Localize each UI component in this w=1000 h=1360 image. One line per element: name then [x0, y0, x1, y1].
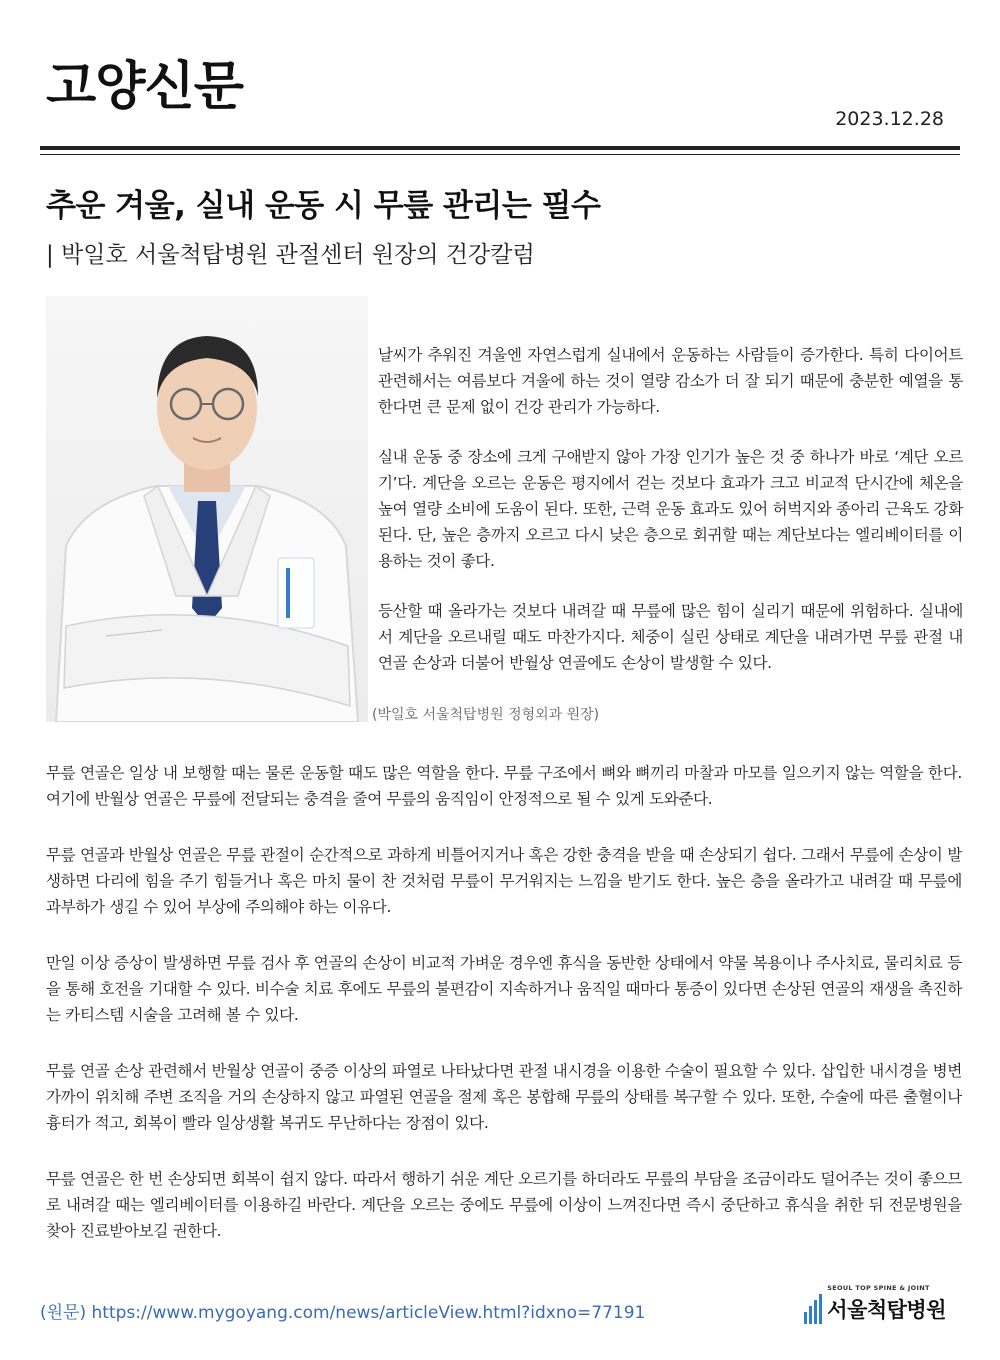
- paragraph: 무릎 연골 손상 관련해서 반월상 연골이 중증 이상의 파열로 나타났다면 관절 내시경을 이용한 수술이 필요할 수 있다. 삽입한 내시경을 병변 가까이 위치해 주변 조직을 거의 손상하지 않고 파열된 연골을 절제 혹은 봉합해 무릎의 상태를 복구할 수 있다. 또한, 수술에 따른 출혈이나 흉터가 적고, 회복이 빨라 일상생활 복귀도 무난하다는 장점이 있다.: [46, 1062, 962, 1132]
- article-subhead: | 박일호 서울척탑병원 관절센터 원장의 건강칼럼: [46, 242, 535, 268]
- paragraph: 등산할 때 올라가는 것보다 내려갈 때 무릎에 많은 힘이 실리기 때문에 위험하다. 실내에서 계단을 오르내릴 때도 마찬가지다. 체중이 실린 상태로 계단을 내려가면 무릎 관절 내 연골 손상과 더불어 반월상 연골에도 손상이 발생할 수 있다.: [378, 602, 963, 672]
- article-headline: 추운 겨울, 실내 운동 시 무릎 관리는 필수: [46, 188, 601, 224]
- publication-date: 2023.12.28: [835, 108, 944, 130]
- header-rule-thin: [40, 154, 960, 155]
- logo-bars-icon: [804, 1294, 822, 1324]
- source-link[interactable]: (원문) https://www.mygoyang.com/news/articleView.html?idxno=77191: [40, 1303, 646, 1323]
- paragraph: 날씨가 추워진 겨울엔 자연스럽게 실내에서 운동하는 사람들이 증가한다. 특히 다이어트 관련해서는 여름보다 겨울에 하는 것이 열량 감소가 더 잘 되기 때문에 충분한 예열을 통한다면 큰 문제 없이 건강 관리가 가능하다.: [378, 346, 963, 416]
- paragraph: 무릎 연골과 반월상 연골은 무릎 관절이 순간적으로 과하게 비틀어지거나 혹은 강한 충격을 받을 때 손상되기 쉽다. 그래서 무릎에 손상이 발생하면 다리에 힘을 주기 힘들거나 혹은 마치 물이 찬 것처럼 무릎이 무거워지는 느낌을 받기도 한다. 높은 층을 올라가고 내려갈 때 무릎에 과부하가 생길 수 있어 부상에 주의해야 하는 이유다.: [46, 846, 962, 916]
- header-rule-thick: [40, 146, 960, 150]
- newspaper-masthead: 고양신문: [46, 57, 243, 117]
- logo-korean-name: 서울척탑병원: [827, 1298, 946, 1322]
- paragraph: 무릎 연골은 일상 내 보행할 때는 물론 운동할 때도 많은 역할을 한다. 무릎 구조에서 뼈와 뼈끼리 마찰과 마모를 일으키지 않는 역할을 한다. 여기에 반월상 연골은 무릎에 전달되는 충격을 줄여 무릎의 움직임이 안정적으로 될 수 있게 도와준다.: [46, 764, 962, 808]
- logo-english-name: SEOUL TOP SPINE & JOINT: [827, 1284, 930, 1292]
- article-body: [46, 760, 962, 1274]
- hospital-logo: [804, 1284, 946, 1324]
- article-intro-column: [378, 342, 963, 700]
- photo-caption: (박일호 서울척탑병원 정형외과 원장): [372, 707, 600, 723]
- paragraph: 실내 운동 중 장소에 크게 구애받지 않아 가장 인기가 높은 것 중 하나가 바로 ‘계단 오르기’다. 계단을 오르는 운동은 평지에서 걷는 것보다 효과가 크고 비교적 단시간에 체온을 높여 열량 소비에 도움이 된다. 또한, 근력 운동 효과도 있어 허벅지와 종아리 근육도 강화된다. 단, 높은 층까지 오르고 다시 낮은 층으로 회귀할 때는 계단보다는 엘리베이터를 이용하는 것이 좋다.: [378, 448, 963, 570]
- paragraph: 만일 이상 증상이 발생하면 무릎 검사 후 연골의 손상이 비교적 가벼운 경우엔 휴식을 동반한 상태에서 약물 복용이나 주사치료, 물리치료 등을 통해 호전을 기대할 수 있다. 비수술 치료 후에도 무릎의 불편감이 지속하거나 움직일 때마다 통증이 있다면 손상된 연골의 재생을 촉진하는 카티스템 시술을 고려해 볼 수 있다.: [46, 954, 962, 1024]
- paragraph: 무릎 연골은 한 번 손상되면 회복이 쉽지 않다. 따라서 행하기 쉬운 계단 오르기를 하더라도 무릎의 부담을 조금이라도 덜어주는 것이 좋으므로 내려갈 때는 엘리베이터를 이용하길 바란다. 계단을 오르는 중에도 무릎에 이상이 느껴진다면 즉시 중단하고 휴식을 취한 뒤 전문병원을 찾아 진료받아보길 권한다.: [46, 1170, 962, 1240]
- doctor-portrait-photo: [46, 296, 368, 722]
